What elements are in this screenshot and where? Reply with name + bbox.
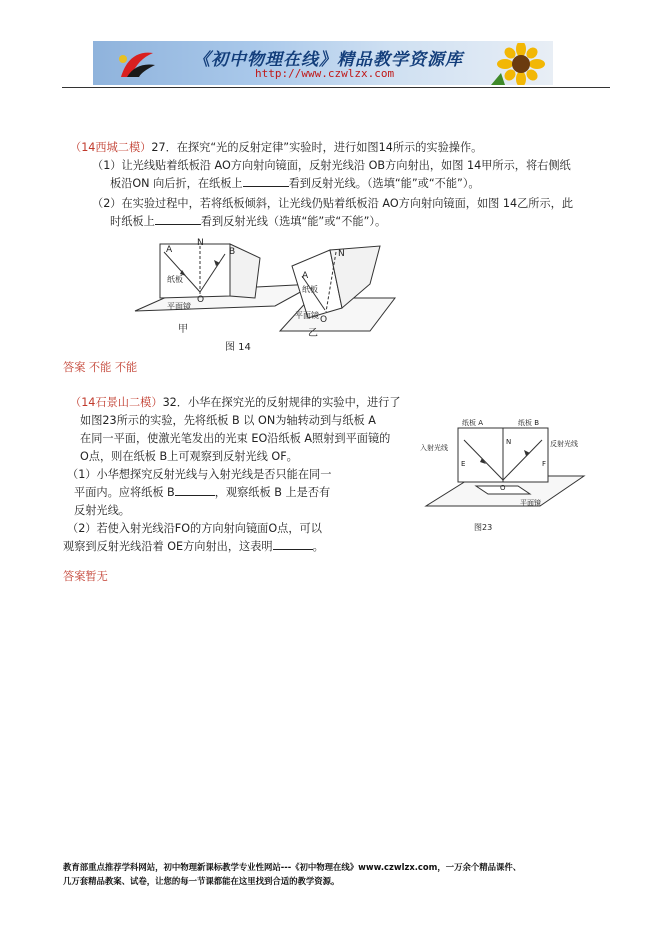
figure-23 xyxy=(418,412,590,534)
footer-line-1: 教育部重点推荐学科网站，初中物理新课标教学专业性网站---《初中物理在线》www.czwlzx.com，一万余个精品课件、 xyxy=(63,862,522,872)
q2-line9 xyxy=(63,538,324,555)
fig14-label-a: A xyxy=(166,245,173,255)
q1-source: （14西城二模） xyxy=(70,141,152,154)
fig23-board-b: 纸板 B xyxy=(518,419,540,427)
q1-part1-text-b: 看到反射光线。（选填“能”或“不能”）。 xyxy=(288,177,480,190)
figure-14 xyxy=(130,236,400,356)
sunflower-icon xyxy=(491,43,547,85)
fig14-mirror-label-yi: 平面镜 xyxy=(295,311,319,320)
fig23-label-o: O xyxy=(500,484,506,492)
q2-line1 xyxy=(70,394,401,411)
q1-part2-text-a: 时纸板上 xyxy=(110,215,155,228)
fig23-label-n: N xyxy=(506,438,512,446)
q1-stem: 27．在探究“光的反射定律”实验时，进行如图14所示的实验操作。 xyxy=(151,141,483,154)
fig23-board-a: 纸板 A xyxy=(462,419,484,427)
fig23-caption: 图23 xyxy=(474,523,493,532)
banner-title: 《初中物理在线》精品教学资源库 xyxy=(193,50,463,70)
fig14-subcaption-yi: 乙 xyxy=(308,328,318,339)
fig14-label-b: B xyxy=(229,247,236,257)
q1-part2-line2 xyxy=(110,213,386,230)
q1-part1-line1: （1）让光线贴着纸板沿 AO方向射向镜面，反射光线沿 OB方向射出，如图 14甲所示，将右侧纸 xyxy=(92,159,571,172)
fig14-yi-label-n: N xyxy=(338,249,345,259)
footer xyxy=(63,860,521,888)
q2-line5: （1）小华想探究反射光线与入射光线是否只能在同一 xyxy=(67,468,332,481)
q1-answer: 答案 不能 不能 xyxy=(63,361,138,374)
q1-blank-1[interactable] xyxy=(243,175,289,187)
q2-source: （14石景山二模） xyxy=(70,396,163,409)
banner-url: http://www.czwlzx.com xyxy=(255,67,395,80)
q2-line9-text-a: 观察到反射光线沿着 OE方向射出，这表明 xyxy=(63,540,273,553)
fig23-mirror-label: 平面镜 xyxy=(520,499,541,507)
q2-line9-text-b: 。 xyxy=(312,540,324,553)
fig23-incident-label: 入射光线 xyxy=(420,444,448,452)
q1-part2-line1: （2）在实验过程中，若将纸板倾斜，让光线仍贴着纸板沿 AO方向射向镜面，如图 14乙所示，此 xyxy=(92,197,574,210)
fig14-label-n: N xyxy=(197,238,204,248)
q2-line4: O点，则在纸板 B上可观察到反射光线 OF。 xyxy=(80,450,298,463)
q2-line6-text-a: 平面内。应将纸板 B xyxy=(74,486,175,499)
header-rule xyxy=(62,87,610,88)
fig14-subcaption-jia: 甲 xyxy=(178,324,188,335)
site-logo-icon xyxy=(113,47,159,81)
fig14-yi-label-o: O xyxy=(320,315,328,325)
q2-line8: （2）若使入射光线沿FO的方向射向镜面O点，可以 xyxy=(67,522,322,535)
fig23-label-e: E xyxy=(461,460,466,468)
q2-blank-2[interactable] xyxy=(273,538,313,550)
q1-part1-line2 xyxy=(110,175,480,192)
q1-blank-2[interactable] xyxy=(155,213,201,225)
q2-blank-1[interactable] xyxy=(175,484,215,496)
q2-line2: 如图23所示的实验，先将纸板 B 以 ON为轴转动到与纸板 A xyxy=(80,414,376,427)
footer-line-2: 几万套精品教案、试卷，让您的每一节课都能在这里找到合适的教学资源。 xyxy=(63,876,340,886)
q2-line6 xyxy=(74,484,330,501)
fig14-yi-label-a: A xyxy=(302,271,309,281)
q2-line6-text-b: ，观察纸板 B 上是否有 xyxy=(214,486,331,499)
q2-line1-text: 32．小华在探究光的反射规律的实验中，进行了 xyxy=(162,396,401,409)
fig14-caption: 图 14 xyxy=(225,342,251,353)
figure-14-jia xyxy=(135,244,315,311)
q2-line3: 在同一平面，使激光笔发出的光束 EO沿纸板 A照射到平面镜的 xyxy=(80,432,391,445)
fig14-yi-board-label: 纸板 xyxy=(302,285,318,294)
q2-line7: 反射光线。 xyxy=(74,504,130,517)
fig14-board-label: 纸板 xyxy=(167,275,183,284)
fig14-mirror-label-jia: 平面镜 xyxy=(167,302,191,311)
fig14-label-o: O xyxy=(197,295,205,305)
fig23-label-f: F xyxy=(542,460,547,468)
fig23-reflected-label: 反射光线 xyxy=(550,440,578,448)
header-banner xyxy=(93,41,553,85)
q2-answer: 答案暂无 xyxy=(63,570,108,583)
q1-part2-text-b: 看到反射光线（选填“能”或“不能”）。 xyxy=(200,215,387,228)
q1-part1-text-a: 板沿ON 向后折，在纸板上 xyxy=(110,177,243,190)
q1-stem-line xyxy=(70,139,482,156)
